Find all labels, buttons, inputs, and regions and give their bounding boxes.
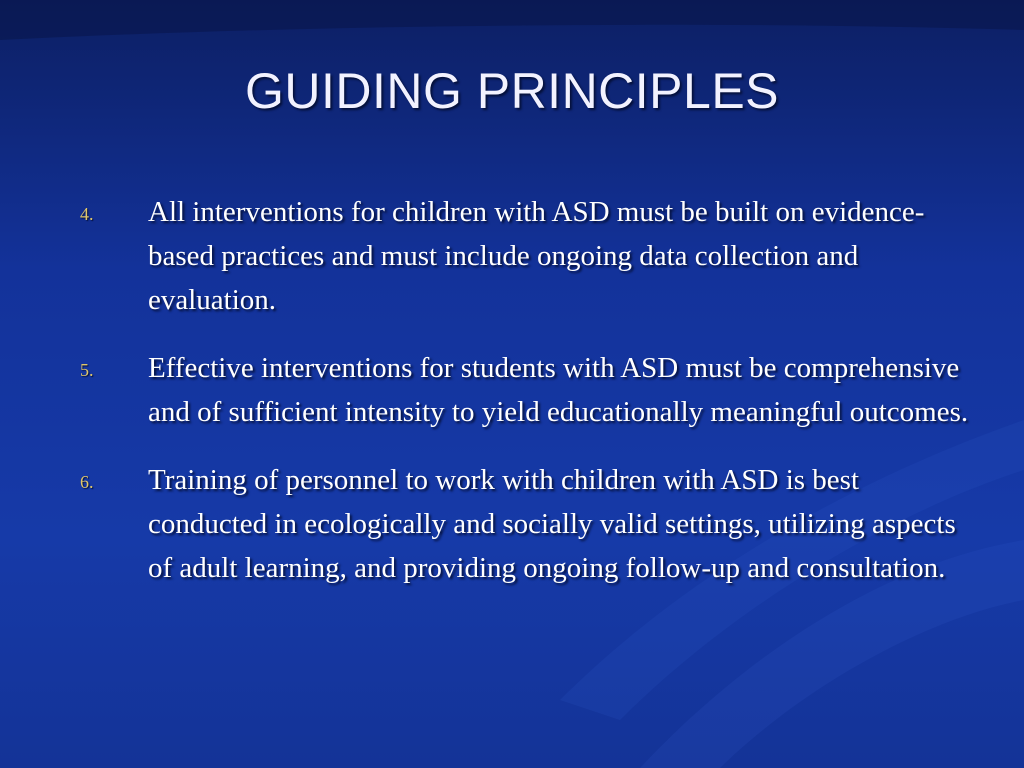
slide-title: GUIDING PRINCIPLES (244, 63, 780, 119)
list-item-number: 6. (80, 472, 94, 492)
list-item-text: All interventions for children with ASD must be built on evidence-based practices and must include ongoing data collection and evaluation. (148, 196, 925, 316)
list-item-number: 5. (80, 360, 94, 380)
list-item-text: Effective interventions for students with ASD must be comprehensive and of sufficient intensity to yield educationally meaningful outcomes. (148, 352, 969, 428)
principles-list (0, 190, 1024, 614)
list-item-text: Training of personnel to work with children with ASD is best conducted in ecologically and socially valid settings, utilizing aspects of adult learning, and providing ongoing follow-up and consultation. (148, 464, 956, 584)
list-item-number: 4. (80, 204, 94, 224)
list-item (0, 190, 1024, 322)
list-item (0, 346, 1024, 434)
list-item (0, 458, 1024, 590)
